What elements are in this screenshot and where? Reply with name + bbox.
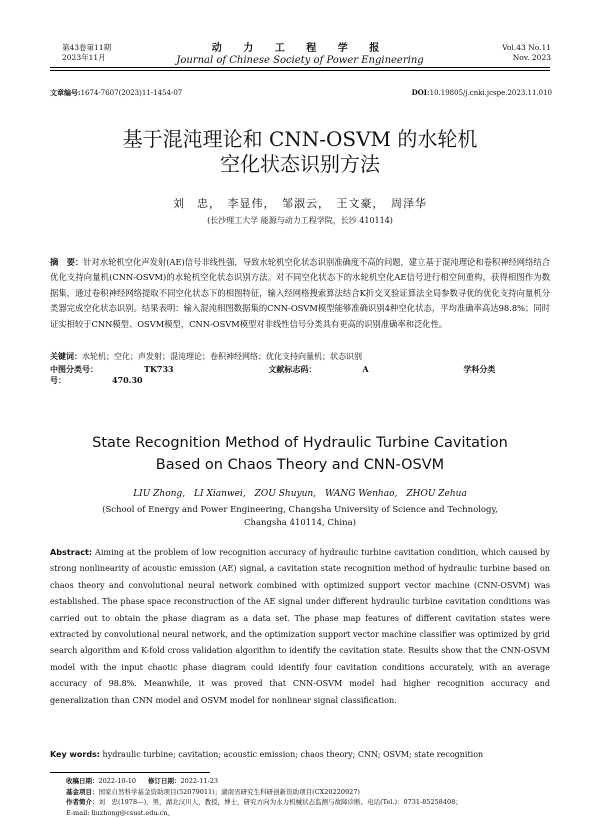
doc-code-value: A <box>362 364 368 374</box>
footnote-fund <box>66 787 550 798</box>
journal-title-cn: 动 力 工 程 学 报 <box>170 39 430 54</box>
article-number-label: 文章编号: <box>50 88 81 97</box>
abstract-en <box>50 544 550 708</box>
subject-label: 学科分类号： <box>50 364 495 385</box>
authors-cn: 刘 忠， 李显伟， 邹淑云， 王文豪， 周泽华 <box>50 195 550 211</box>
author-text: 刘 忠(1978—)，男，湖北汉川人，教授，博士，研究方向为水力机械状态监测与故障诊断。电话(Tel.)：0731-85258408； <box>99 798 462 806</box>
footnote-rule <box>50 772 210 773</box>
journal-header <box>170 39 430 66</box>
header-rule-thick <box>50 67 550 68</box>
header-volume-cn-block <box>62 43 172 63</box>
clc-value: TK733 <box>144 364 174 374</box>
doi <box>412 88 552 97</box>
keywords-en-text: hydraulic turbine; cavitation; acoustic emission; chaos theory; CNN; OSVM; state recognition <box>100 750 483 759</box>
author-label: 作者简介： <box>66 798 99 806</box>
article-number-value: 1674-7607(2023)11-1454-07 <box>81 89 183 97</box>
doc-code-label: 文献标志码： <box>268 364 316 374</box>
header-date-en: Nov. 2023 <box>441 53 551 63</box>
title-cn <box>50 127 550 177</box>
affiliation-en <box>50 504 550 530</box>
classification-line <box>50 364 550 386</box>
affiliation-cn: (长沙理工大学 能源与动力工程学院，长沙 410114) <box>50 215 550 226</box>
title-en <box>50 432 550 476</box>
fund-label: 基金项目： <box>66 788 99 796</box>
received-label: 收稿日期： <box>66 777 99 785</box>
header-volume-en: Vol.43 No.11 <box>441 43 551 53</box>
revised-label: 修订日期： <box>148 777 181 785</box>
subject-value: 470.30 <box>112 375 143 385</box>
abstract-en-label: Abstract: <box>50 547 92 557</box>
keywords-en-label: Key words: <box>50 750 100 759</box>
journal-title-en: Journal of Chinese Society of Power Engineering <box>170 55 430 66</box>
received-date: 2022-10-10 <box>99 777 136 785</box>
keywords-cn <box>50 349 550 364</box>
title-en-line1: State Recognition Method of Hydraulic Turbine Cavitation <box>50 432 550 454</box>
fund-text: 国家自然科学基金资助项目(52079011)；湖南省研究生科研创新资助项目(CX20220927) <box>99 788 360 796</box>
title-cn-line1: 基于混沌理论和 CNN-OSVM 的水轮机 <box>50 127 550 152</box>
authors-en: LIU Zhong, LI Xianwei, ZOU Shuyun, WANG Wenhao, ZHOU Zehua <box>50 486 550 499</box>
affiliation-en-line1: (School of Energy and Power Engineering, Changsha University of Science and Technology, <box>50 504 550 517</box>
title-cn-line2: 空化状态识别方法 <box>50 152 550 177</box>
header-volume-cn: 第43卷第11期 <box>62 43 172 53</box>
revised-date: 2022-11-23 <box>180 777 217 785</box>
abstract-en-text: Aiming at the problem of low recognition accuracy of hydraulic turbine cavitation condition, which caused by strong nonlinearity of acoustic emission (AE) signal, a cavitation state recognition method of hydraulic turbine based on chaos theory and convolutional neural network combined with optimized support vector machine (CNN-OSVM) was established. The phase space reconstruction of the AE signal under different hydraulic turbine cavitation conditions was carried out to obtain the phase diagram as a data set. The phase map features of different cavitation states were extracted by convolutional neural network, and the optimization support vector machine classifier was optimized by grid search algorithm and K-fold cross validation algorithm to identify the cavitation state. Results show that the CNN-OSVM model with the input chaotic phase diagram could identify four cavitation conditions accurately, with an average accuracy of 98.8%. Meanwhile, it was proved that CNN-OSVM model had higher recognition accuracy and generalization than CNN model and OSVM model for nonlinear signal classification. <box>50 547 550 705</box>
title-en-line2: Based on Chaos Theory and CNN-OSVM <box>50 454 550 476</box>
footnote-dates <box>66 776 550 787</box>
keywords-en <box>50 750 550 759</box>
doi-label: DOI: <box>412 88 430 97</box>
doi-value: 10.19805/j.cnki.jcspe.2023.11.010 <box>430 89 552 97</box>
abstract-cn-label: 摘 要： <box>50 257 83 267</box>
header-date-cn: 2023年11月 <box>62 53 172 63</box>
header-volume-en-block <box>441 43 551 63</box>
footnote-author <box>66 797 550 808</box>
keywords-cn-text: 水轮机；空化；声发射；混沌理论；卷积神经网络；优化支持向量机；状态识别 <box>82 352 362 361</box>
abstract-cn <box>50 255 550 332</box>
header-rule-thin <box>50 70 550 71</box>
keywords-cn-label: 关键词： <box>50 351 82 361</box>
footnote-email: E-mail: liuzhong@csust.edu.cn。 <box>66 808 550 818</box>
clc-label: 中图分类号： <box>50 364 98 374</box>
affiliation-en-line2: Changsha 410114, China) <box>50 517 550 530</box>
abstract-cn-text: 针对水轮机空化声发射(AE)信号非线性强，导致水轮机空化状态识别准确度不高的问题，建立基于混沌理论和卷积神经网络结合优化支持向量机(CNN-OSVM)的水轮机空化状态识别方法。对不同空化状态下的水轮机空化AE信号进行相空间重构，获得相图作为数据集，通过卷积神经网络提取不同空化状态下的相图特征，输入经网格搜索算法结合K折交叉验证算法全局参数寻优的优化支持向量机分类器完成空化状态识别。结果表明：输入混沌相图数据集的CNN-OSVM模型能够准确识别4种空化状态，平均准确率高达98.8%；同时证实相较于CNN模型、OSVM模型，CNN-OSVM模型对非线性信号分类具有更高的识别准确率和泛化性。 <box>50 257 550 329</box>
clc <box>50 364 220 374</box>
article-number <box>50 88 182 98</box>
doc-code <box>268 364 414 374</box>
footnotes <box>66 776 550 818</box>
